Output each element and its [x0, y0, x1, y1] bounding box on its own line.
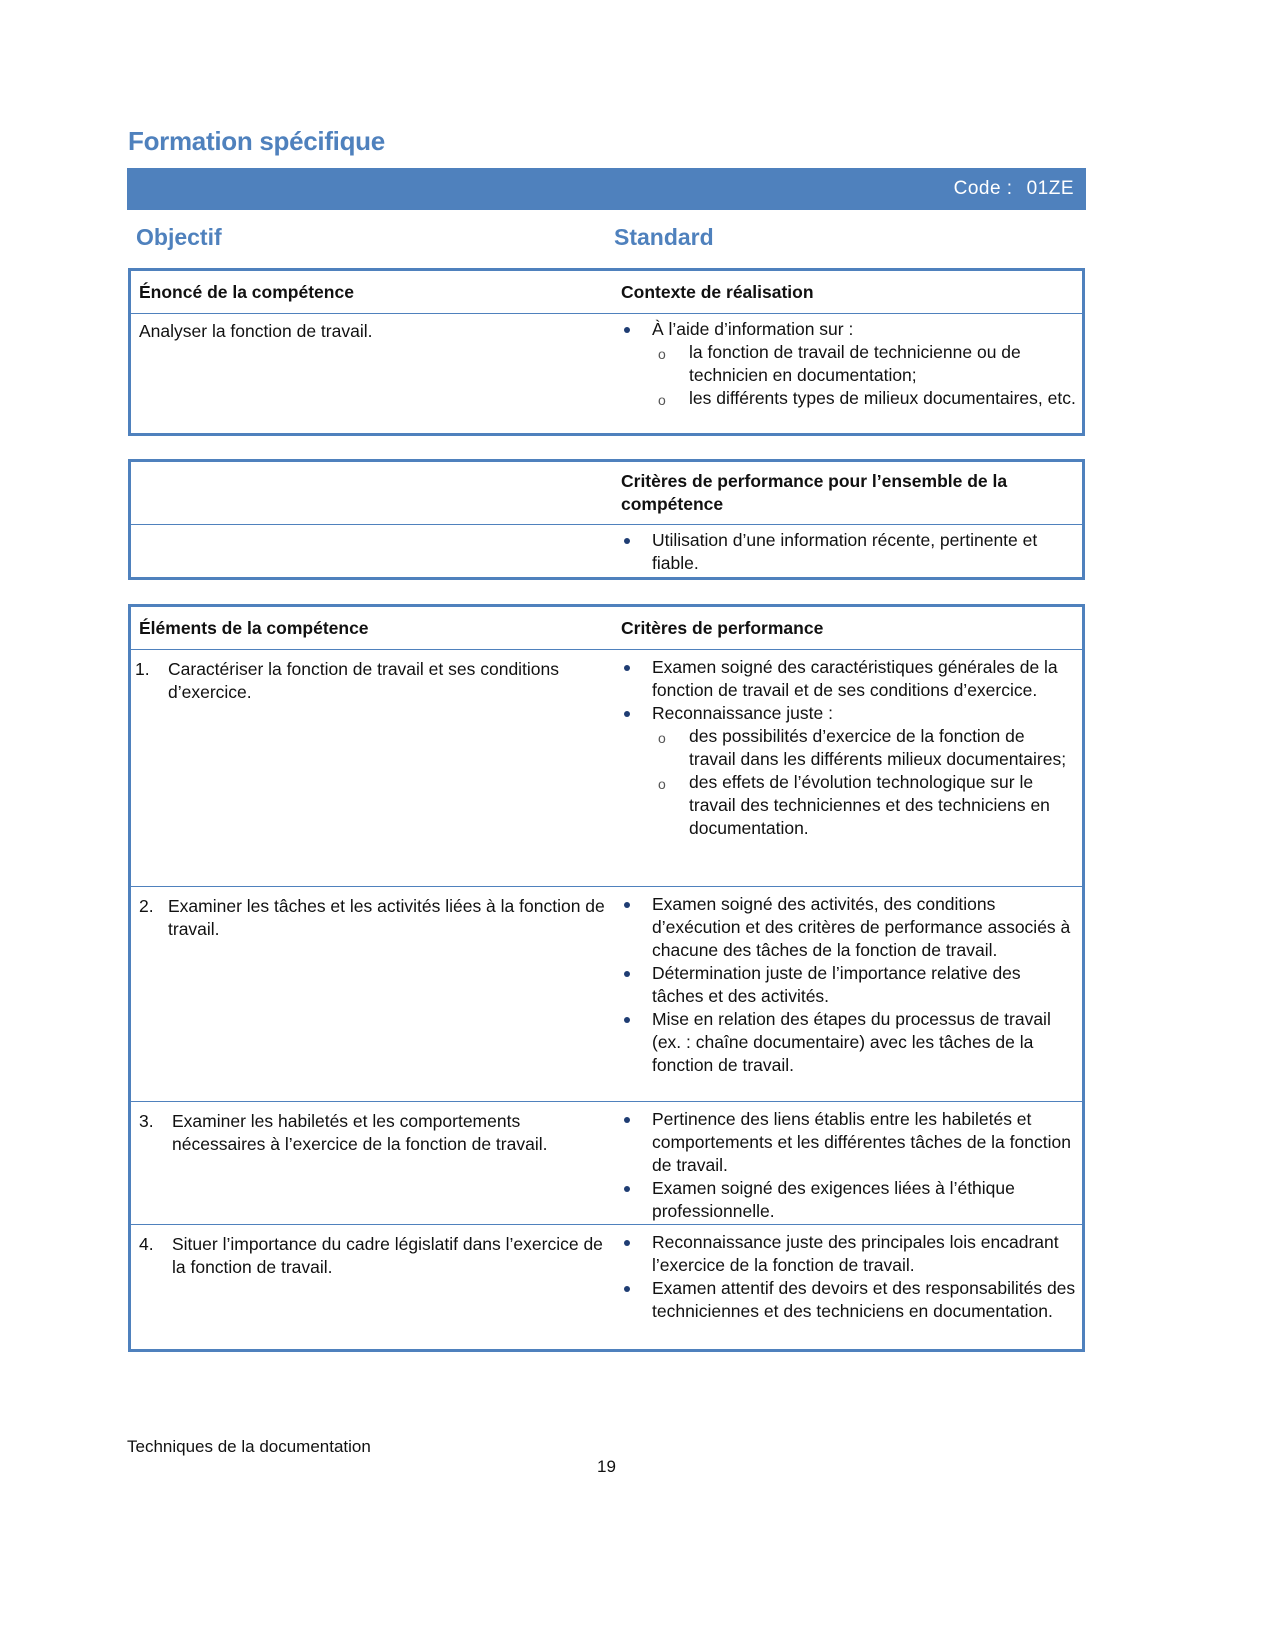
sub-bullet-item: o des possibilités d’exercice de la fonction de travail dans les différents milieux documentaires; — [615, 725, 1076, 771]
bullet-item — [615, 893, 1076, 962]
bullet-text: Examen soigné des exigences liées à l’éthique professionnelle. — [652, 1178, 1015, 1221]
criteria-list — [615, 656, 1076, 840]
enonce-text: Analyser la fonction de travail. — [130, 314, 616, 435]
sub-bullet-item: o des effets de l’évolution technologique sur le travail des techniciennes et des techniciens en documentation. — [615, 771, 1076, 840]
bullet-text: Mise en relation des étapes du processus de travail (ex. : chaîne documentaire) avec les tâches de la fonction de travail. — [652, 1009, 1051, 1075]
code-label: Code : — [953, 178, 1013, 199]
bullet-text: Pertinence des liens établis entre les habiletés et comportements et les différentes tâches de la fonction de travail. — [652, 1109, 1071, 1175]
sub-bullet-item: o les différents types de milieux documentaires, etc. — [615, 387, 1076, 410]
table-row — [130, 887, 1084, 1102]
enonce-table — [128, 268, 1085, 436]
bullet-text: Détermination juste de l’importance relative des tâches et des activités. — [652, 963, 1021, 1006]
element-text: Situer l’importance du cadre législatif dans l’exercice de la fonction de travail. — [172, 1234, 603, 1277]
element-item — [139, 1233, 615, 1279]
bullet-item — [615, 1008, 1076, 1077]
bullet-text: Examen soigné des activités, des conditions d’exécution et des critères de performance associés à chacune des tâches de la fonction de travail. — [652, 894, 1071, 960]
bullet-text: Examen soigné des caractéristiques générales de la fonction de travail et de ses conditions d’exercice. — [652, 657, 1058, 700]
contexte-header: Contexte de réalisation — [621, 281, 814, 302]
bullet-item — [615, 656, 1076, 702]
bullet-text: À l’aide d’information sur : — [652, 319, 854, 339]
bullet-item — [615, 1177, 1076, 1223]
footer-text: Techniques de la documentation — [127, 1437, 371, 1456]
criteres-header: Critères de performance — [621, 617, 824, 638]
element-number: 3. — [139, 1111, 154, 1131]
contexte-list — [615, 318, 1076, 410]
standard-heading: Standard — [614, 224, 714, 250]
table-row — [130, 1225, 1084, 1351]
enonce-header: Énoncé de la compétence — [139, 281, 354, 302]
bullet-item — [615, 318, 1076, 341]
page-title: Formation spécifique — [128, 126, 385, 156]
criteres-ensemble-table — [128, 459, 1085, 580]
sub-bullet-item: o la fonction de travail de technicienne ou de technicien en documentation; — [615, 341, 1076, 387]
code-value: 01ZE — [1026, 178, 1074, 199]
bullet-text: Reconnaissance juste : — [652, 703, 833, 723]
bullet-text: Examen attentif des devoirs et des responsabilités des techniciennes et des techniciens en documentation. — [652, 1278, 1076, 1321]
table-row — [130, 1102, 1084, 1225]
bullet-item — [615, 1277, 1076, 1323]
element-number: 2. — [139, 896, 154, 916]
element-text: Caractériser la fonction de travail et ses conditions d’exercice. — [168, 659, 560, 702]
objectif-heading: Objectif — [136, 224, 222, 250]
bullet-text: Utilisation d’une information récente, pertinente et fiable. — [652, 530, 1038, 573]
element-item — [139, 895, 615, 941]
criteres-ensemble-header: Critères de performance pour l’ensemble de la compétence — [621, 471, 1008, 514]
elements-header: Éléments de la compétence — [139, 617, 369, 638]
bullet-item — [615, 702, 1076, 725]
criteres-ensemble-list — [615, 529, 1076, 575]
bullet-text: Reconnaissance juste des principales lois encadrant l’exercice de la fonction de travail. — [652, 1232, 1059, 1275]
bullet-item — [615, 1108, 1076, 1177]
page-number: 19 — [597, 1457, 616, 1476]
element-text: Examiner les habiletés et les comportements nécessaires à l’exercice de la fonction de travail. — [172, 1111, 548, 1154]
bullet-item — [615, 1231, 1076, 1277]
bullet-item — [615, 529, 1076, 575]
element-number: 4. — [139, 1234, 154, 1254]
elements-table — [128, 604, 1085, 1352]
bullet-item — [615, 962, 1076, 1008]
element-text: Examiner les tâches et les activités liées à la fonction de travail. — [168, 896, 605, 939]
element-item — [135, 658, 615, 704]
element-item — [139, 1110, 615, 1156]
code-bar — [127, 168, 1086, 210]
element-number: 1. — [135, 659, 150, 679]
course-code — [940, 178, 1074, 200]
table-row — [130, 650, 1084, 887]
criteria-list — [615, 1108, 1076, 1223]
criteria-list — [615, 893, 1076, 1077]
criteria-list — [615, 1231, 1076, 1323]
